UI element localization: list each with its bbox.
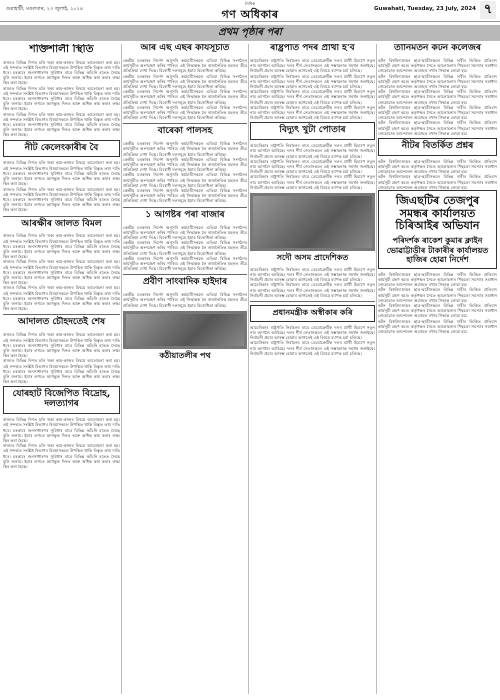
news-photo — [250, 193, 375, 251]
headline: নীট কেলেংকাৰীৰ বৈ — [24, 142, 99, 153]
article-body: কেন্দ্ৰীয় চৰকাৰৰ নিৰ্দেশ অনুসৰি কৰ্মচাৰীসকলে এতিয়া বিভিন্ন সংগঠনৰ কাৰ্যসূচীত অংশগ্ৰহণ কৰিব পাৰিব। এই সিদ্ধান্তক লৈ ৰাজনৈতিক মহলত তীব্ৰ প্ৰতিক্ৰিয়া দেখা দিছে। বিৰোধী দলসমূহে ইয়াৰ বিৰোধিতা কৰিছে। — [123, 292, 247, 308]
headline: যোৰহাট বিজেপিত বিদ্ৰোহ, দলত্যাগৰ — [12, 389, 111, 410]
article-body: কেন্দ্ৰীয় চৰকাৰৰ নিৰ্দেশ অনুসৰি কৰ্মচাৰীসকলে এতিয়া বিভিন্ন সংগঠনৰ কাৰ্যসূচীত অংশগ্ৰহণ কৰিব পাৰিব। এই সিদ্ধান্তক লৈ ৰাজনৈতিক মহলত তীব্ৰ প্ৰতিক্ৰিয়া দেখা দিছে। বিৰোধী দলসমূহে ইয়াৰ বিৰোধিতা কৰিছে। — [123, 57, 247, 74]
article-body: কটন বিশ্ববিদ্যালয়ৰ ছাত্ৰ-ছাত্ৰীসকলে বিভিন্ন দাবীৰ ভিত্তিত প্ৰতিবাদ কাৰ্যসূচী গ্ৰহণ কৰে। কৰ্তৃপক্ষৰ সৈতে আলোচনাৰ পিছতো সমস্যাৰ সমাধান নোহোৱাত আন্দোলন অব্যাহত ৰখাৰ সিদ্ধান্ত লোৱা হয়। — [378, 104, 497, 121]
headline: আদালত চৌহদতেই শেষ — [17, 317, 106, 328]
headline: আৰক্ষীৰ জালত বিমল — [21, 218, 102, 229]
article-body: ৰাজ্যত বিভিন্ন দিশত চলি থকা কাম-কাজৰ বিষয়ে আলোচনা কৰা হয়। এই সন্দৰ্ভত সংশ্লিষ্ট বিভাগৰ বিষয়াসকলে উপস্থিত থাকি বিস্তৃত তথ্য দাঙি ধৰে। চৰকাৰে জনসাধাৰণৰ সুবিধাৰ বাবে বিভিন্ন আঁচনি হাতত লৈছে বুলি জনায়। ইয়াৰ লগতে আগন্তুক দিনত আৰু অধিক কাম কৰাৰ লক্ষ্য স্থিৰ কৰা হৈছে। — [3, 417, 120, 443]
article-body: ৰাজ্যত বিভিন্ন দিশত চলি থকা কাম-কাজৰ বিষয়ে আলোচনা কৰা হয়। এই সন্দৰ্ভত সংশ্লিষ্ট বিভাগৰ বিষয়াসকলে উপস্থিত থাকি বিস্তৃত তথ্য দাঙি ধৰে। চৰকাৰে জনসাধাৰণৰ সুবিধাৰ বাবে বিভিন্ন আঁচনি হাতত লৈছে বুলি জনায়। ইয়াৰ লগতে আগন্তুক দিনত আৰু অধিক কাম কৰাৰ লক্ষ্য স্থিৰ কৰা হৈছে। — [3, 111, 120, 138]
headline: নীটৰ বিতৰ্কিত প্ৰশ্নৰ — [401, 140, 474, 151]
article-body: কেন্দ্ৰীয় চৰকাৰৰ নিৰ্দেশ অনুসৰি কৰ্মচাৰীসকলে এতিয়া বিভিন্ন সংগঠনৰ কাৰ্যসূচীত অংশগ্ৰহণ কৰিব পাৰিব। এই সিদ্ধান্তক লৈ ৰাজনৈতিক মহলত তীব্ৰ প্ৰতিক্ৰিয়া দেখা দিছে। বিৰোধী দলসমূহে ইয়াৰ বিৰোধিতা কৰিছে। — [123, 89, 247, 105]
headline: ১ আগষ্টৰ পৰা বাজাৰ — [145, 209, 225, 220]
article-body: কেন্দ্ৰীয় চৰকাৰৰ নিৰ্দেশ অনুসৰি কৰ্মচাৰীসকলে এতিয়া বিভিন্ন সংগঠনৰ কাৰ্যসূচীত অংশগ্ৰহণ কৰিব পাৰিব। এই সিদ্ধান্তক লৈ ৰাজনৈতিক মহলত তীব্ৰ প্ৰতিক্ৰিয়া দেখা দিছে। বিৰোধী দলসমূহে ইয়াৰ বিৰোধিতা কৰিছে। — [123, 141, 247, 157]
newspaper-logo — [205, 2, 295, 20]
logo-top-text: দৈনিক — [244, 1, 256, 6]
article-body: আমেৰিকাৰ ৰাষ্ট্ৰপতি নিৰ্বাচনৰ বাবে ডেমোক্ৰেটিক দলৰ প্ৰাৰ্থী হিচাপে নতুন নাম আগলৈ আহিছে। দলৰ শীৰ্ষ নেতাসকলে এই সম্ভাৱনাক সমৰ্থন জনাইছে। নিৰ্বাচনী প্ৰচাৰ আৰম্ভ হোৱাৰ আগতেই এই বিষয়ে ব্যাপক চৰ্চা চলিছে। — [250, 340, 375, 356]
article-body: আমেৰিকাৰ ৰাষ্ট্ৰপতি নিৰ্বাচনৰ বাবে ডেমোক্ৰেটিক দলৰ প্ৰাৰ্থী হিচাপে নতুন নাম আগলৈ আহিছে। দলৰ শীৰ্ষ নেতাসকলে এই সম্ভাৱনাক সমৰ্থন জনাইছে। নিৰ্বাচনী প্ৰচাৰ আৰম্ভ হোৱাৰ আগতেই এই বিষয়ে ব্যাপক চৰ্চা চলিছে। — [250, 158, 375, 175]
article-body: আমেৰিকাৰ ৰাষ্ট্ৰপতি নিৰ্বাচনৰ বাবে ডেমোক্ৰেটিক দলৰ প্ৰাৰ্থী হিচাপে নতুন নাম আগলৈ আহিছে। দলৰ শীৰ্ষ নেতাসকলে এই সম্ভাৱনাক সমৰ্থন জনাইছে। নিৰ্বাচনী প্ৰচাৰ আৰম্ভ হোৱাৰ আগতেই এই বিষয়ে ব্যাপক চৰ্চা চলিছে। — [250, 174, 375, 190]
lead-subheadline: পৰিদৰ্শক ৰাকেশ কুমাৰ ক্লাইন ভোৱাট্টাডীৰ টাকাৰীৰ কাৰ্যালয়ত হাজিৰ হোৱা নিৰ্দেশ — [386, 235, 489, 265]
article-body: কটন বিশ্ববিদ্যালয়ৰ ছাত্ৰ-ছাত্ৰীসকলে বিভিন্ন দাবীৰ ভিত্তিত প্ৰতিবাদ কাৰ্যসূচী গ্ৰহণ কৰে। কৰ্তৃপক্ষৰ সৈতে আলোচনাৰ পিছতো সমস্যাৰ সমাধান নোহোৱাত আন্দোলন অব্যাহত ৰখাৰ সিদ্ধান্ত লোৱা হয়। — [378, 302, 497, 319]
page-number: ৭ — [480, 1, 496, 19]
column-divider — [376, 44, 377, 694]
article-body: কটন বিশ্ববিদ্যালয়ৰ ছাত্ৰ-ছাত্ৰীসকলে বিভিন্ন দাবীৰ ভিত্তিত প্ৰতিবাদ কাৰ্যসূচী গ্ৰহণ কৰে। কৰ্তৃপক্ষৰ সৈতে আলোচনাৰ পিছতো সমস্যাৰ সমাধান নোহোৱাত আন্দোলন অব্যাহত ৰখাৰ সিদ্ধান্ত লোৱা হয়। — [378, 89, 497, 105]
article-body: ৰাজ্যত বিভিন্ন দিশত চলি থকা কাম-কাজৰ বিষয়ে আলোচনা কৰা হয়। এই সন্দৰ্ভত সংশ্লিষ্ট বিভাগৰ বিষয়াসকলে উপস্থিত থাকি বিস্তৃত তথ্য দাঙি ধৰে। চৰকাৰে জনসাধাৰণৰ সুবিধাৰ বাবে বিভিন্ন আঁচনি হাতত লৈছে বুলি জনায়। ইয়াৰ লগতে আগন্তুক দিনত আৰু অধিক কাম কৰাৰ লক্ষ্য স্থিৰ কৰা হৈছে। — [3, 332, 120, 359]
article-body: কটন বিশ্ববিদ্যালয়ৰ ছাত্ৰ-ছাত্ৰীসকলে বিভিন্ন দাবীৰ ভিত্তিত প্ৰতিবাদ কাৰ্যসূচী গ্ৰহণ কৰে। কৰ্তৃপক্ষৰ সৈতে আলোচনাৰ পিছতো সমস্যাৰ সমাধান নোহোৱাত আন্দোলন অব্যাহত ৰখাৰ সিদ্ধান্ত লোৱা হয়। — [378, 287, 497, 303]
headline: শক্তিশালী স্থিতি — [29, 44, 94, 55]
headline: প্ৰধানমন্ত্ৰীক অস্বীকাৰ কৰি — [272, 308, 353, 318]
article-body: কটন বিশ্ববিদ্যালয়ৰ ছাত্ৰ-ছাত্ৰীসকলে বিভিন্ন দাবীৰ ভিত্তিত প্ৰতিবাদ কাৰ্যসূচী গ্ৰহণ কৰে। কৰ্তৃপক্ষৰ সৈতে আলোচনাৰ পিছতো সমস্যাৰ সমাধান নোহোৱাত আন্দোলন অব্যাহত ৰখাৰ সিদ্ধান্ত লোৱা হয়। — [378, 158, 497, 175]
article-body: কেন্দ্ৰীয় চৰকাৰৰ নিৰ্দেশ অনুসৰি কৰ্মচাৰীসকলে এতিয়া বিভিন্ন সংগঠনৰ কাৰ্যসূচীত অংশগ্ৰহণ কৰিব পাৰিব। এই সিদ্ধান্তক লৈ ৰাজনৈতিক মহলত তীব্ৰ প্ৰতিক্ৰিয়া দেখা দিছে। বিৰোধী দলসমূহে ইয়াৰ বিৰোধিতা কৰিছে। — [123, 240, 247, 256]
article-body: ৰাজ্যত বিভিন্ন দিশত চলি থকা কাম-কাজৰ বিষয়ে আলোচনা কৰা হয়। এই সন্দৰ্ভত সংশ্লিষ্ট বিভাগৰ বিষয়াসকলে উপস্থিত থাকি বিস্তৃত তথ্য দাঙি ধৰে। চৰকাৰে জনসাধাৰণৰ সুবিধাৰ বাবে বিভিন্ন আঁচনি হাতত লৈছে বুলি জনায়। ইয়াৰ লগতে আগন্তুক দিনত আৰু অধিক কাম কৰাৰ লক্ষ্য স্থিৰ কৰা হৈছে। — [3, 160, 120, 187]
column-3 — [250, 44, 375, 696]
column-4 — [378, 44, 497, 696]
article-body: আমেৰিকাৰ ৰাষ্ট্ৰপতি নিৰ্বাচনৰ বাবে ডেমোক্ৰেটিক দলৰ প্ৰাৰ্থী হিচাপে নতুন নাম আগলৈ আহিছে। দলৰ শীৰ্ষ নেতাসকলে এই সম্ভাৱনাক সমৰ্থন জনাইছে। নিৰ্বাচনী প্ৰচাৰ আৰম্ভ হোৱাৰ আগতেই এই বিষয়ে ব্যাপক চৰ্চা চলিছে। — [250, 89, 375, 105]
lead-story-headline-box — [378, 190, 497, 269]
article-body: আমেৰিকাৰ ৰাষ্ট্ৰপতি নিৰ্বাচনৰ বাবে ডেমোক্ৰেটিক দলৰ প্ৰাৰ্থী হিচাপে নতুন নাম আগলৈ আহিছে। দলৰ শীৰ্ষ নেতাসকলে এই সম্ভাৱনাক সমৰ্থন জনাইছে। নিৰ্বাচনী প্ৰচাৰ আৰম্ভ হোৱাৰ আগতেই এই বিষয়ে ব্যাপক চৰ্চা চলিছে। — [250, 73, 375, 89]
article-body: কটন বিশ্ববিদ্যালয়ৰ ছাত্ৰ-ছাত্ৰীসকলে বিভিন্ন দাবীৰ ভিত্তিত প্ৰতিবাদ কাৰ্যসূচী গ্ৰহণ কৰে। কৰ্তৃপক্ষৰ সৈতে আলোচনাৰ পিছতো সমস্যাৰ সমাধান নোহোৱাত আন্দোলন অব্যাহত ৰখাৰ সিদ্ধান্ত লোৱা হয়। — [378, 120, 497, 136]
article-body: ৰাজ্যত বিভিন্ন দিশত চলি থকা কাম-কাজৰ বিষয়ে আলোচনা কৰা হয়। এই সন্দৰ্ভত সংশ্লিষ্ট বিভাগৰ বিষয়াসকলে উপস্থিত থাকি বিস্তৃত তথ্য দাঙি ধৰে। চৰকাৰে জনসাধাৰণৰ সুবিধাৰ বাবে বিভিন্ন আঁচনি হাতত লৈছে বুলি জনায়। ইয়াৰ লগতে আগন্তুক দিনত আৰু অধিক কাম কৰাৰ লক্ষ্য স্থিৰ কৰা হৈছে। — [3, 443, 120, 469]
column-2 — [123, 44, 247, 696]
article-body: কেন্দ্ৰীয় চৰকাৰৰ নিৰ্দেশ অনুসৰি কৰ্মচাৰীসকলে এতিয়া বিভিন্ন সংগঠনৰ কাৰ্যসূচীত অংশগ্ৰহণ কৰিব পাৰিব। এই সিদ্ধান্তক লৈ ৰাজনৈতিক মহলত তীব্ৰ প্ৰতিক্ৰিয়া দেখা দিছে। বিৰোধী দলসমূহে ইয়াৰ বিৰোধিতা কৰিছে। — [123, 104, 247, 121]
article-body: কটন বিশ্ববিদ্যালয়ৰ ছাত্ৰ-ছাত্ৰীসকলে বিভিন্ন দাবীৰ ভিত্তিত প্ৰতিবাদ কাৰ্যসূচী গ্ৰহণ কৰে। কৰ্তৃপক্ষৰ সৈতে আলোচনাৰ পিছতো সমস্যাৰ সমাধান নোহোৱাত আন্দোলন অব্যাহত ৰখাৰ সিদ্ধান্ত লোৱা হয়। — [378, 271, 497, 288]
article-body: কেন্দ্ৰীয় চৰকাৰৰ নিৰ্দেশ অনুসৰি কৰ্মচাৰীসকলে এতিয়া বিভিন্ন সংগঠনৰ কাৰ্যসূচীত অংশগ্ৰহণ কৰিব পাৰিব। এই সিদ্ধান্তক লৈ ৰাজনৈতিক মহলত তীব্ৰ প্ৰতিক্ৰিয়া দেখা দিছে। বিৰোধী দলসমূহে ইয়াৰ বিৰোধিতা কৰিছে। — [123, 255, 247, 272]
article-body: কটন বিশ্ববিদ্যালয়ৰ ছাত্ৰ-ছাত্ৰীসকলে বিভিন্ন দাবীৰ ভিত্তিত প্ৰতিবাদ কাৰ্যসূচী গ্ৰহণ কৰে। কৰ্তৃপক্ষৰ সৈতে আলোচনাৰ পিছতো সমস্যাৰ সমাধান নোহোৱাত আন্দোলন অব্যাহত ৰখাৰ সিদ্ধান্ত লোৱা হয়। — [378, 318, 497, 334]
article-body: আমেৰিকাৰ ৰাষ্ট্ৰপতি নিৰ্বাচনৰ বাবে ডেমোক্ৰেটিক দলৰ প্ৰাৰ্থী হিচাপে নতুন নাম আগলৈ আহিছে। দলৰ শীৰ্ষ নেতাসকলে এই সম্ভাৱনাক সমৰ্থন জনাইছে। নিৰ্বাচনী প্ৰচাৰ আৰম্ভ হোৱাৰ আগতেই এই বিষয়ে ব্যাপক চৰ্চা চলিছে। — [250, 104, 375, 121]
headline: প্ৰবীণ সাংবাদিক হাইদাৰ — [142, 277, 228, 288]
headline: তানিমতন কটন কলেজৰ — [393, 44, 481, 53]
headline: সদৌ অসম প্ৰাদেশিকত — [276, 253, 349, 263]
masthead-date-english: Guwahati, Tuesday, 23 July, 2024 — [374, 6, 476, 12]
article-body: কেন্দ্ৰীয় চৰকাৰৰ নিৰ্দেশ অনুসৰি কৰ্মচাৰীসকলে এতিয়া বিভিন্ন সংগঠনৰ কাৰ্যসূচীত অংশগ্ৰহণ কৰিব পাৰিব। এই সিদ্ধান্তক লৈ ৰাজনৈতিক মহলত তীব্ৰ প্ৰতিক্ৰিয়া দেখা দিছে। বিৰোধী দলসমূহে ইয়াৰ বিৰোধিতা কৰিছে। — [123, 73, 247, 89]
article-body: কেন্দ্ৰীয় চৰকাৰৰ নিৰ্দেশ অনুসৰি কৰ্মচাৰীসকলে এতিয়া বিভিন্ন সংগঠনৰ কাৰ্যসূচীত অংশগ্ৰহণ কৰিব পাৰিব। এই সিদ্ধান্তক লৈ ৰাজনৈতিক মহলত তীব্ৰ প্ৰতিক্ৰিয়া দেখা দিছে। বিৰোধী দলসমূহে ইয়াৰ বিৰোধিতা কৰিছে। — [123, 224, 247, 240]
headline: ৰাষ্ট্ৰপতি পদৰ প্ৰাৰ্থী হ'ব — [270, 44, 355, 53]
article-body: আমেৰিকাৰ ৰাষ্ট্ৰপতি নিৰ্বাচনৰ বাবে ডেমোক্ৰেটিক দলৰ প্ৰাৰ্থী হিচাপে নতুন নাম আগলৈ আহিছে। দলৰ শীৰ্ষ নেতাসকলে এই সম্ভাৱনাক সমৰ্থন জনাইছে। নিৰ্বাচনী প্ৰচাৰ আৰম্ভ হোৱাৰ আগতেই এই বিষয়ে ব্যাপক চৰ্চা চলিছে। — [250, 143, 375, 159]
news-photo — [123, 311, 247, 349]
masthead-date-assamese: গুৱাহাটী, মঙলবাৰ, ২৩ জুলাই, ২০২৪ — [6, 6, 84, 12]
headline: আৰ এছ এছৰ কাৰ্যসূচীত — [140, 44, 230, 53]
article-body: ৰাজ্যত বিভিন্ন দিশত চলি থকা কাম-কাজৰ বিষয়ে আলোচনা কৰা হয়। এই সন্দৰ্ভত সংশ্লিষ্ট বিভাগৰ বিষয়াসকলে উপস্থিত থাকি বিস্তৃত তথ্য দাঙি ধৰে। চৰকাৰে জনসাধাৰণৰ সুবিধাৰ বাবে বিভিন্ন আঁচনি হাতত লৈছে বুলি জনায়। ইয়াৰ লগতে আগন্তুক দিনত আৰু অধিক কাম কৰাৰ লক্ষ্য স্থিৰ কৰা হৈছে। — [3, 285, 120, 312]
masthead — [0, 0, 500, 22]
article-body: ৰাজ্যত বিভিন্ন দিশত চলি থকা কাম-কাজৰ বিষয়ে আলোচনা কৰা হয়। এই সন্দৰ্ভত সংশ্লিষ্ট বিভাগৰ বিষয়াসকলে উপস্থিত থাকি বিস্তৃত তথ্য দাঙি ধৰে। চৰকাৰে জনসাধাৰণৰ সুবিধাৰ বাবে বিভিন্ন আঁচনি হাতত লৈছে বুলি জনায়। ইয়াৰ লগতে আগন্তুক দিনত আৰু অধিক কাম কৰাৰ লক্ষ্য স্থিৰ কৰা হৈছে। — [3, 186, 120, 213]
article-body: ৰাজ্যত বিভিন্ন দিশত চলি থকা কাম-কাজৰ বিষয়ে আলোচনা কৰা হয়। এই সন্দৰ্ভত সংশ্লিষ্ট বিভাগৰ বিষয়াসকলে উপস্থিত থাকি বিস্তৃত তথ্য দাঙি ধৰে। চৰকাৰে জনসাধাৰণৰ সুবিধাৰ বাবে বিভিন্ন আঁচনি হাতত লৈছে বুলি জনায়। ইয়াৰ লগতে আগন্তুক দিনত আৰু অধিক কাম কৰাৰ লক্ষ্য স্থিৰ কৰা হৈছে। — [3, 59, 120, 86]
article-body: ৰাজ্যত বিভিন্ন দিশত চলি থকা কাম-কাজৰ বিষয়ে আলোচনা কৰা হয়। এই সন্দৰ্ভত সংশ্লিষ্ট বিভাগৰ বিষয়াসকলে উপস্থিত থাকি বিস্তৃত তথ্য দাঙি ধৰে। চৰকাৰে জনসাধাৰণৰ সুবিধাৰ বাবে বিভিন্ন আঁচনি হাতত লৈছে বুলি জনায়। ইয়াৰ লগতে আগন্তুক দিনত আৰু অধিক কাম কৰাৰ লক্ষ্য স্থিৰ কৰা হৈছে। — [3, 233, 120, 260]
column-divider — [121, 44, 122, 694]
lead-headline: জিএছটিৰ তেজপুৰ সমন্ধৰ কাৰ্যালয়ত চিৰিআইৰ অভিযান — [395, 194, 480, 233]
column-1 — [3, 44, 120, 696]
article-body: কেন্দ্ৰীয় চৰকাৰৰ নিৰ্দেশ অনুসৰি কৰ্মচাৰীসকলে এতিয়া বিভিন্ন সংগঠনৰ কাৰ্যসূচীত অংশগ্ৰহণ কৰিব পাৰিব। এই সিদ্ধান্তক লৈ ৰাজনৈতিক মহলত তীব্ৰ প্ৰতিক্ৰিয়া দেখা দিছে। বিৰোধী দলসমূহে ইয়াৰ বিৰোধিতা কৰিছে। — [123, 188, 247, 204]
article-body: ৰাজ্যত বিভিন্ন দিশত চলি থকা কাম-কাজৰ বিষয়ে আলোচনা কৰা হয়। এই সন্দৰ্ভত সংশ্লিষ্ট বিভাগৰ বিষয়াসকলে উপস্থিত থাকি বিস্তৃত তথ্য দাঙি ধৰে। চৰকাৰে জনসাধাৰণৰ সুবিধাৰ বাবে বিভিন্ন আঁচনি হাতত লৈছে বুলি জনায়। ইয়াৰ লগতে আগন্তুক দিনত আৰু অধিক কাম কৰাৰ লক্ষ্য স্থিৰ কৰা হৈছে। — [3, 358, 120, 385]
article-body: আমেৰিকাৰ ৰাষ্ট্ৰপতি নিৰ্বাচনৰ বাবে ডেমোক্ৰেটিক দলৰ প্ৰাৰ্থী হিচাপে নতুন নাম আগলৈ আহিছে। দলৰ শীৰ্ষ নেতাসকলে এই সম্ভাৱনাক সমৰ্থন জনাইছে। নিৰ্বাচনী প্ৰচাৰ আৰম্ভ হোৱাৰ আগতেই এই বিষয়ে ব্যাপক চৰ্চা চলিছে। — [250, 324, 375, 341]
headline: বিদ্যুৎ খুটা পোতাৰ — [279, 125, 346, 136]
continuation-banner: প্ৰথম পৃষ্ঠাৰ পৰা — [0, 25, 500, 41]
article-body: কটন বিশ্ববিদ্যালয়ৰ ছাত্ৰ-ছাত্ৰীসকলে বিভিন্ন দাবীৰ ভিত্তিত প্ৰতিবাদ কাৰ্যসূচী গ্ৰহণ কৰে। কৰ্তৃপক্ষৰ সৈতে আলোচনাৰ পিছতো সমস্যাৰ সমাধান নোহোৱাত আন্দোলন অব্যাহত ৰখাৰ সিদ্ধান্ত লোৱা হয়। — [378, 73, 497, 89]
article-body: কেন্দ্ৰীয় চৰকাৰৰ নিৰ্দেশ অনুসৰি কৰ্মচাৰীসকলে এতিয়া বিভিন্ন সংগঠনৰ কাৰ্যসূচীত অংশগ্ৰহণ কৰিব পাৰিব। এই সিদ্ধান্তক লৈ ৰাজনৈতিক মহলত তীব্ৰ প্ৰতিক্ৰিয়া দেখা দিছে। বিৰোধী দলসমূহে ইয়াৰ বিৰোধিতা কৰিছে। — [123, 172, 247, 188]
article-body: আমেৰিকাৰ ৰাষ্ট্ৰপতি নিৰ্বাচনৰ বাবে ডেমোক্ৰেটিক দলৰ প্ৰাৰ্থী হিচাপে নতুন নাম আগলৈ আহিছে। দলৰ শীৰ্ষ নেতাসকলে এই সম্ভাৱনাক সমৰ্থন জনাইছে। নিৰ্বাচনী প্ৰচাৰ আৰম্ভ হোৱাৰ আগতেই এই বিষয়ে ব্যাপক চৰ্চা চলিছে। — [250, 266, 375, 283]
article-body: আমেৰিকাৰ ৰাষ্ট্ৰপতি নিৰ্বাচনৰ বাবে ডেমোক্ৰেটিক দলৰ প্ৰাৰ্থী হিচাপে নতুন নাম আগলৈ আহিছে। দলৰ শীৰ্ষ নেতাসকলে এই সম্ভাৱনাক সমৰ্থন জনাইছে। নিৰ্বাচনী প্ৰচাৰ আৰম্ভ হোৱাৰ আগতেই এই বিষয়ে ব্যাপক চৰ্চা চলিছে। — [250, 282, 375, 298]
article-body: কটন বিশ্ববিদ্যালয়ৰ ছাত্ৰ-ছাত্ৰীসকলে বিভিন্ন দাবীৰ ভিত্তিত প্ৰতিবাদ কাৰ্যসূচী গ্ৰহণ কৰে। কৰ্তৃপক্ষৰ সৈতে আলোচনাৰ পিছতো সমস্যাৰ সমাধান নোহোৱাত আন্দোলন অব্যাহত ৰখাৰ সিদ্ধান্ত লোৱা হয়। — [378, 174, 497, 190]
article-body: ৰাজ্যত বিভিন্ন দিশত চলি থকা কাম-কাজৰ বিষয়ে আলোচনা কৰা হয়। এই সন্দৰ্ভত সংশ্লিষ্ট বিভাগৰ বিষয়াসকলে উপস্থিত থাকি বিস্তৃত তথ্য দাঙি ধৰে। চৰকাৰে জনসাধাৰণৰ সুবিধাৰ বাবে বিভিন্ন আঁচনি হাতত লৈছে বুলি জনায়। ইয়াৰ লগতে আগন্তুক দিনত আৰু অধিক কাম কৰাৰ লক্ষ্য স্থিৰ কৰা হৈছে। — [3, 259, 120, 286]
article-body: কেন্দ্ৰীয় চৰকাৰৰ নিৰ্দেশ অনুসৰি কৰ্মচাৰীসকলে এতিয়া বিভিন্ন সংগঠনৰ কাৰ্যসূচীত অংশগ্ৰহণ কৰিব পাৰিব। এই সিদ্ধান্তক লৈ ৰাজনৈতিক মহলত তীব্ৰ প্ৰতিক্ৰিয়া দেখা দিছে। বিৰোধী দলসমূহে ইয়াৰ বিৰোধিতা কৰিছে। — [123, 156, 247, 173]
headline: কঠীয়াতলীৰ পথ — [159, 350, 211, 360]
headline: বাৰেকা পালসহ — [157, 126, 213, 137]
logo-main-text: গণ অধিকাৰ — [221, 8, 279, 21]
article-body: কটন বিশ্ববিদ্যালয়ৰ ছাত্ৰ-ছাত্ৰীসকলে বিভিন্ন দাবীৰ ভিত্তিত প্ৰতিবাদ কাৰ্যসূচী গ্ৰহণ কৰে। কৰ্তৃপক্ষৰ সৈতে আলোচনাৰ পিছতো সমস্যাৰ সমাধান নোহোৱাত আন্দোলন অব্যাহত ৰখাৰ সিদ্ধান্ত লোৱা হয়। — [378, 57, 497, 74]
column-divider — [248, 44, 249, 694]
article-body: ৰাজ্যত বিভিন্ন দিশত চলি থকা কাম-কাজৰ বিষয়ে আলোচনা কৰা হয়। এই সন্দৰ্ভত সংশ্লিষ্ট বিভাগৰ বিষয়াসকলে উপস্থিত থাকি বিস্তৃত তথ্য দাঙি ধৰে। চৰকাৰে জনসাধাৰণৰ সুবিধাৰ বাবে বিভিন্ন আঁচনি হাতত লৈছে বুলি জনায়। ইয়াৰ লগতে আগন্তুক দিনত আৰু অধিক কাম কৰাৰ লক্ষ্য স্থিৰ কৰা হৈছে। — [3, 85, 120, 112]
article-body: আমেৰিকাৰ ৰাষ্ট্ৰপতি নিৰ্বাচনৰ বাবে ডেমোক্ৰেটিক দলৰ প্ৰাৰ্থী হিচাপে নতুন নাম আগলৈ আহিছে। দলৰ শীৰ্ষ নেতাসকলে এই সম্ভাৱনাক সমৰ্থন জনাইছে। নিৰ্বাচনী প্ৰচাৰ আৰম্ভ হোৱাৰ আগতেই এই বিষয়ে ব্যাপক চৰ্চা চলিছে। — [250, 57, 375, 74]
